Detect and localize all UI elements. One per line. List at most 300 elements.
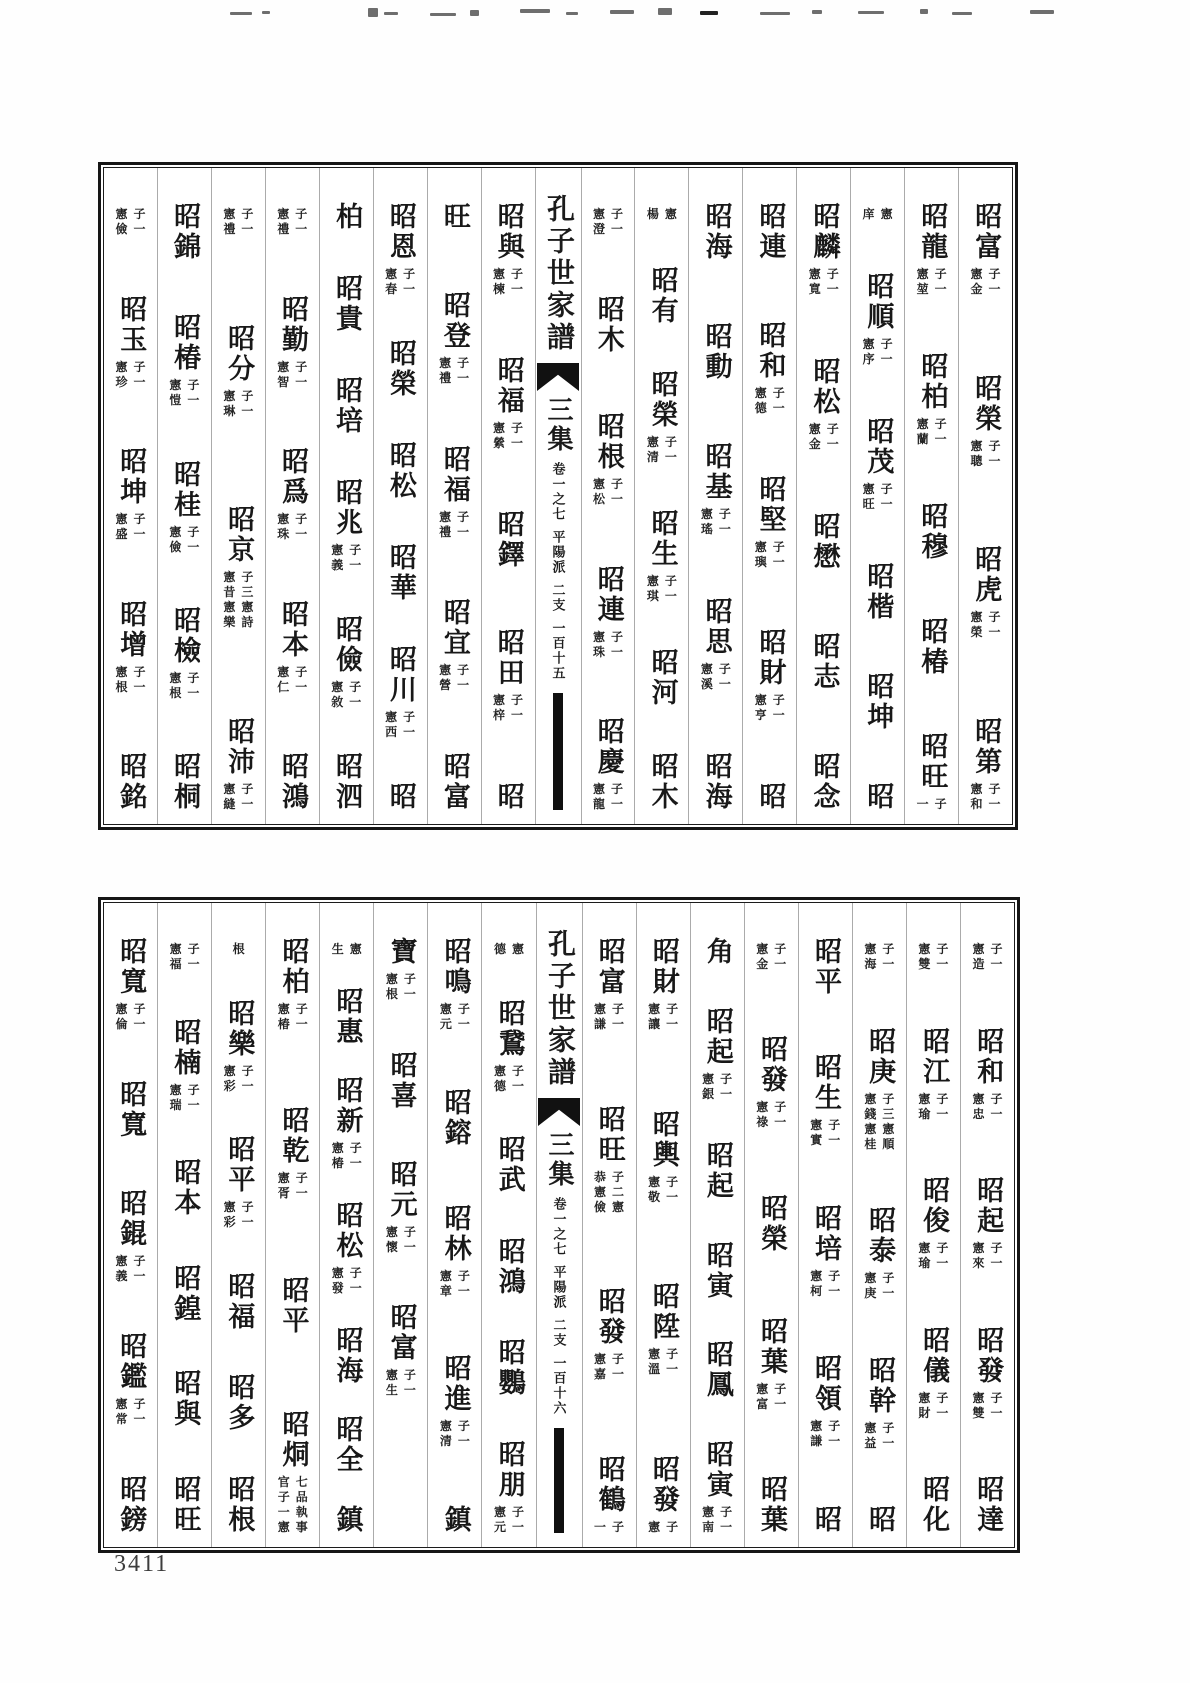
person-annotation (864, 942, 894, 972)
person-entry (863, 272, 893, 367)
annotation-char: 柯 (810, 1283, 823, 1298)
annotation-char: 一 (774, 957, 787, 971)
annotation-char: 一 (457, 1434, 470, 1449)
fishtail-ornament-icon (538, 1098, 580, 1126)
person-entry (223, 717, 253, 812)
annotation-char: 子 (133, 1253, 146, 1268)
person-annotation (593, 207, 623, 237)
person-annotation (971, 267, 1001, 297)
annotation-row (701, 677, 731, 692)
annotation-char: 憲 (277, 1002, 290, 1016)
annotation-char: 子 (349, 680, 362, 694)
annotation-row (594, 1520, 624, 1535)
person-annotation (863, 207, 893, 222)
series-label: 三集 (545, 1131, 574, 1189)
annotation-row (331, 558, 361, 573)
annotation-char: 憲 (918, 1390, 931, 1405)
annotation-row (439, 510, 469, 525)
annotation-char: 子 (133, 1396, 146, 1411)
person-name: 昭分 (224, 323, 255, 384)
annotation-char: 樂 (223, 615, 236, 630)
annotation-char: 琪 (646, 589, 659, 603)
annotation-char: 子 (457, 663, 470, 678)
annotation-row (440, 1419, 470, 1434)
annotation-row (648, 1017, 678, 1032)
person-entry (223, 505, 253, 630)
annotation-char: 子 (772, 693, 785, 708)
genealogy-column (581, 168, 635, 824)
annotation-row (593, 207, 623, 222)
annotation-char: 子 (295, 207, 308, 221)
annotation-char: 憲 (169, 942, 182, 956)
annotation-row (648, 1347, 678, 1362)
person-entry (386, 1160, 416, 1255)
person-entry (116, 937, 146, 1032)
annotation-row (493, 421, 523, 436)
person-name: 昭慶 (593, 717, 624, 777)
annotation-char: 子 (295, 359, 308, 374)
person-entry (594, 295, 622, 355)
annotation-row (224, 1064, 254, 1079)
person-entry (115, 202, 145, 237)
person-name: 昭楠 (170, 1017, 201, 1078)
annotation-char: 憲 (331, 1141, 344, 1156)
annotation-row (494, 1079, 524, 1094)
person-entry (972, 937, 1002, 972)
genealogy-leaf-116 (98, 897, 1020, 1553)
person-entry (866, 1505, 894, 1535)
person-entry (648, 648, 676, 708)
person-annotation (702, 1072, 732, 1102)
person-annotation (647, 207, 677, 222)
annotation-char: 楝 (493, 282, 506, 296)
annotation-char: 造 (972, 957, 985, 971)
person-annotation (494, 1505, 524, 1535)
person-entry (810, 1204, 840, 1299)
annotation-char: 銀 (702, 1086, 715, 1101)
annotation-row (756, 1100, 786, 1115)
person-annotation (115, 512, 145, 542)
person-entry (920, 1475, 948, 1535)
annotation-char: 一 (511, 435, 524, 450)
annotation-char: 子 (774, 942, 787, 956)
annotation-char: 蘭 (916, 432, 929, 446)
person-name: 昭恩 (385, 202, 416, 262)
person-entry (277, 295, 307, 390)
genealogy-column (582, 903, 636, 1547)
genealogy-column (636, 903, 690, 1547)
person-entry (171, 752, 199, 812)
person-annotation (440, 1419, 470, 1449)
annotation-row (224, 1200, 254, 1215)
person-entry (115, 600, 145, 695)
person-annotation (756, 1100, 786, 1130)
annotation-char: 一 (187, 393, 200, 408)
annotation-row (863, 497, 893, 512)
person-annotation (170, 1083, 200, 1113)
person-annotation (971, 782, 1001, 812)
annotation-row (648, 1190, 678, 1205)
annotation-char: 子 (988, 267, 1001, 281)
person-entry (278, 1106, 308, 1201)
annotation-char: 子 (241, 1200, 254, 1215)
volume-info (552, 454, 565, 681)
annotation-row (594, 1170, 624, 1185)
person-entry (974, 1475, 1002, 1535)
person-name: 昭朋 (494, 1439, 525, 1500)
person-name: 昭鴻 (494, 1236, 525, 1297)
annotation-char: 子 (241, 1063, 254, 1078)
person-name: 昭木 (647, 752, 678, 812)
annotation-char: 謙 (594, 1017, 607, 1031)
genealogy-column (211, 903, 265, 1547)
person-name: 昭河 (647, 648, 678, 708)
scan-artifact (760, 12, 790, 15)
annotation-row (224, 942, 254, 957)
person-annotation (494, 1064, 524, 1094)
person-name: 昭烔 (278, 1409, 309, 1470)
annotation-row (277, 207, 307, 222)
person-name: 昭和 (755, 320, 786, 381)
person-name: 昭榮 (385, 339, 416, 399)
annotation-char: 憲 (493, 1063, 506, 1078)
annotation-row (917, 417, 947, 432)
annotation-char: 憲 (115, 664, 128, 679)
annotation-row (169, 525, 199, 540)
annotation-char: 一 (241, 1078, 254, 1093)
annotation-char: 義 (331, 558, 344, 572)
annotation-row (593, 492, 623, 507)
person-entry (116, 1189, 146, 1284)
annotation-char: 一 (594, 1519, 607, 1534)
annotation-row (809, 282, 839, 297)
annotation-row (971, 454, 1001, 469)
person-entry (278, 1410, 308, 1535)
annotation-char: 一 (610, 492, 623, 506)
annotation-row (332, 1281, 362, 1296)
annotation-char: 彩 (223, 1215, 236, 1230)
person-entry (702, 1007, 732, 1102)
person-annotation (115, 360, 145, 390)
volume-label: 卷一之七 (551, 1197, 567, 1257)
annotation-char: 子 (295, 1002, 308, 1016)
annotation-row (278, 1017, 308, 1032)
annotation-row (864, 1436, 894, 1451)
person-name: 昭順 (863, 272, 894, 332)
annotation-char: 一 (826, 437, 839, 451)
annotation-char: 憲 (864, 1420, 877, 1435)
person-entry (702, 1440, 732, 1535)
annotation-row (648, 1175, 678, 1190)
annotation-row (332, 1141, 362, 1156)
person-annotation (277, 207, 307, 237)
annotation-char: 胥 (277, 1186, 290, 1201)
person-annotation (223, 207, 253, 237)
annotation-char: 一 (772, 554, 785, 569)
person-entry (648, 1110, 678, 1205)
annotation-char: 子 (988, 438, 1001, 453)
annotation-char: 一 (936, 1256, 949, 1270)
person-entry (757, 1194, 785, 1254)
annotation-char: 憲 (115, 512, 128, 526)
person-name: 昭鐸 (493, 509, 524, 570)
person-annotation (440, 1002, 470, 1032)
person-name: 昭和 (973, 1026, 1004, 1087)
annotation-row (702, 1520, 732, 1535)
person-entry (171, 1475, 199, 1535)
genealogy-column (904, 168, 958, 824)
annotation-row (224, 1215, 254, 1230)
person-name: 昭武 (494, 1135, 525, 1196)
annotation-char: 憲 (223, 781, 236, 796)
annotation-row (593, 477, 623, 492)
scan-artifact (470, 10, 479, 16)
annotation-row (702, 1505, 732, 1520)
annotation-char: 憲 (277, 1519, 290, 1534)
person-name: 昭勤 (278, 294, 309, 355)
person-name: 昭福 (224, 1271, 255, 1332)
person-annotation (223, 389, 253, 419)
annotation-char: 子 (882, 1271, 895, 1285)
person-entry (917, 352, 947, 447)
annotation-char: 一 (403, 282, 416, 296)
person-entry (493, 356, 523, 451)
person-name: 昭富 (971, 202, 1002, 262)
annotation-row (494, 942, 524, 957)
person-annotation (809, 422, 839, 452)
person-entry (864, 782, 892, 812)
annotation-char: 憲 (169, 524, 182, 539)
annotation-row (385, 282, 415, 297)
annotation-char: 憲 (493, 420, 506, 435)
person-entry (648, 752, 676, 812)
annotation-char: 子 (718, 662, 731, 676)
annotation-char: 實 (810, 1132, 823, 1147)
annotation-char: 倫 (115, 1017, 128, 1031)
person-name: 昭鵞 (494, 998, 525, 1059)
sub-branch-label: 二支 (550, 583, 566, 613)
person-name: 鎮 (440, 1505, 471, 1535)
annotation-row (116, 1254, 146, 1269)
person-name: 昭寬 (116, 1080, 147, 1141)
person-name: 昭連 (593, 564, 624, 625)
annotation-char: 子 (511, 267, 524, 281)
annotation-row (810, 1269, 840, 1284)
person-entry (702, 202, 730, 262)
annotation-row (593, 797, 623, 812)
annotation-row (593, 222, 623, 237)
annotation-row (493, 436, 523, 451)
person-entry (333, 1415, 361, 1475)
annotation-char: 憲 (277, 512, 290, 526)
annotation-row (972, 1107, 1002, 1122)
annotation-char: 一 (666, 1362, 679, 1377)
annotation-char: 子 (612, 1519, 625, 1534)
person-annotation (972, 1241, 1002, 1271)
annotation-char: 憲 (385, 972, 398, 986)
annotation-char: 一 (990, 1256, 1003, 1270)
annotation-row (647, 207, 677, 222)
annotation-char: 子 (880, 337, 893, 351)
annotation-row (386, 1383, 416, 1398)
annotation-char: 一 (612, 1367, 625, 1382)
annotation-row (972, 1406, 1002, 1421)
person-entry (332, 1201, 362, 1296)
annotation-char: 憲 (648, 1174, 661, 1189)
genealogy-column (211, 168, 265, 824)
annotation-char: 憲 (648, 1002, 661, 1016)
person-entry (864, 672, 892, 732)
scan-artifact (812, 10, 822, 14)
annotation-char: 憲 (810, 1419, 823, 1434)
annotation-char: 子 (187, 670, 200, 685)
genealogy-column (744, 903, 798, 1547)
annotation-row (223, 600, 253, 615)
person-name: 昭儉 (331, 615, 362, 675)
person-entry (494, 782, 522, 812)
person-name: 昭樂 (224, 998, 255, 1059)
person-name: 昭寅 (702, 1240, 733, 1301)
person-entry (703, 1241, 731, 1301)
person-name: 昭進 (440, 1354, 471, 1415)
annotation-char: 一 (241, 1215, 254, 1230)
person-name: 昭華 (385, 543, 416, 603)
person-entry (755, 628, 785, 723)
person-entry (333, 1505, 361, 1535)
person-name: 昭江 (919, 1026, 950, 1087)
annotation-char: 子 (511, 1063, 524, 1078)
person-annotation (116, 1254, 146, 1284)
annotation-char: 一 (936, 1106, 949, 1121)
person-entry (810, 512, 838, 572)
annotation-char: 憲 (756, 942, 769, 956)
person-entry (972, 1027, 1002, 1122)
annotation-char: 一 (934, 282, 947, 296)
annotation-char: 一 (133, 1017, 146, 1031)
annotation-char: 子 (664, 574, 677, 588)
person-annotation (439, 510, 469, 540)
genealogy-column (319, 168, 373, 824)
annotation-row (917, 432, 947, 447)
annotation-char: 憲 (864, 1121, 877, 1136)
person-annotation (810, 1269, 840, 1299)
annotation-row (223, 389, 253, 404)
genealogy-column (690, 903, 744, 1547)
person-entry (441, 1505, 469, 1535)
person-name: 昭海 (332, 1325, 363, 1386)
annotation-char: 珍 (115, 374, 128, 389)
annotation-char: 一 (133, 222, 146, 236)
person-entry (594, 1105, 624, 1215)
person-entry (864, 937, 894, 972)
annotation-char: 禮 (439, 370, 452, 385)
annotation-row (756, 942, 786, 957)
person-name: 昭福 (493, 355, 524, 416)
person-entry (701, 442, 731, 537)
person-name: 昭 (811, 1505, 842, 1535)
person-name: 昭懋 (809, 512, 840, 572)
annotation-row (223, 570, 253, 585)
annotation-char: 錢 (864, 1106, 877, 1121)
annotation-char: 寬 (808, 282, 821, 296)
person-name: 昭龍 (917, 202, 948, 262)
annotation-char: 德 (754, 400, 767, 415)
person-name: 昭檢 (170, 605, 201, 666)
genealogy-column (960, 903, 1014, 1547)
annotation-row (493, 282, 523, 297)
annotation-row (755, 708, 785, 723)
person-entry (594, 1287, 624, 1382)
annotation-row (493, 708, 523, 723)
person-annotation (971, 610, 1001, 640)
annotation-char: 彩 (223, 1078, 236, 1093)
annotation-row (701, 522, 731, 537)
person-annotation (115, 665, 145, 695)
annotation-row (116, 1269, 146, 1284)
person-name: 昭堅 (755, 474, 786, 535)
annotation-row (277, 665, 307, 680)
annotation-row (809, 437, 839, 452)
page-number: 3411 (114, 1551, 170, 1577)
annotation-row (756, 957, 786, 972)
person-name: 昭財 (755, 628, 786, 689)
annotation-char: 一 (772, 400, 785, 415)
genealogy-column (742, 168, 796, 824)
annotation-char: 憲 (754, 693, 767, 708)
person-entry (593, 202, 623, 237)
annotation-row (755, 540, 785, 555)
person-annotation (332, 1266, 362, 1296)
annotation-row (593, 645, 623, 660)
annotation-char: 憲 (223, 600, 236, 615)
person-annotation (493, 693, 523, 723)
annotation-row (594, 1367, 624, 1382)
annotation-row (971, 610, 1001, 625)
genealogy-column (104, 168, 157, 824)
annotation-char: 瑤 (700, 522, 713, 536)
person-name: 旺 (439, 202, 470, 232)
annotation-char: 憲 (223, 388, 236, 403)
person-entry (863, 202, 893, 222)
annotation-row (918, 1092, 948, 1107)
annotation-char: 清 (439, 1434, 452, 1449)
person-annotation (810, 1118, 840, 1148)
person-name: 昭達 (973, 1475, 1004, 1535)
annotation-char: 子 (720, 1504, 733, 1519)
annotation-row (917, 797, 947, 812)
annotation-row (278, 1186, 308, 1201)
annotation-char: 憲 (756, 1381, 769, 1396)
person-entry (647, 370, 677, 465)
annotation-char: 清 (646, 450, 659, 464)
person-entry (115, 447, 145, 542)
person-annotation (755, 386, 785, 416)
fishtail-ornament-icon (537, 363, 579, 391)
person-annotation (810, 1419, 840, 1449)
annotation-char: 一 (774, 1115, 787, 1130)
annotation-char: 憲 (612, 1199, 625, 1214)
person-annotation (386, 1368, 416, 1398)
annotation-row (971, 282, 1001, 297)
person-annotation (972, 942, 1002, 972)
annotation-char: 官 (277, 1474, 290, 1489)
annotation-row (386, 1240, 416, 1255)
annotation-char: 一 (990, 957, 1003, 971)
annotation-row (439, 356, 469, 371)
annotation-char: 子 (990, 1390, 1003, 1405)
annotation-row (809, 267, 839, 282)
annotation-char: 德 (493, 942, 506, 956)
